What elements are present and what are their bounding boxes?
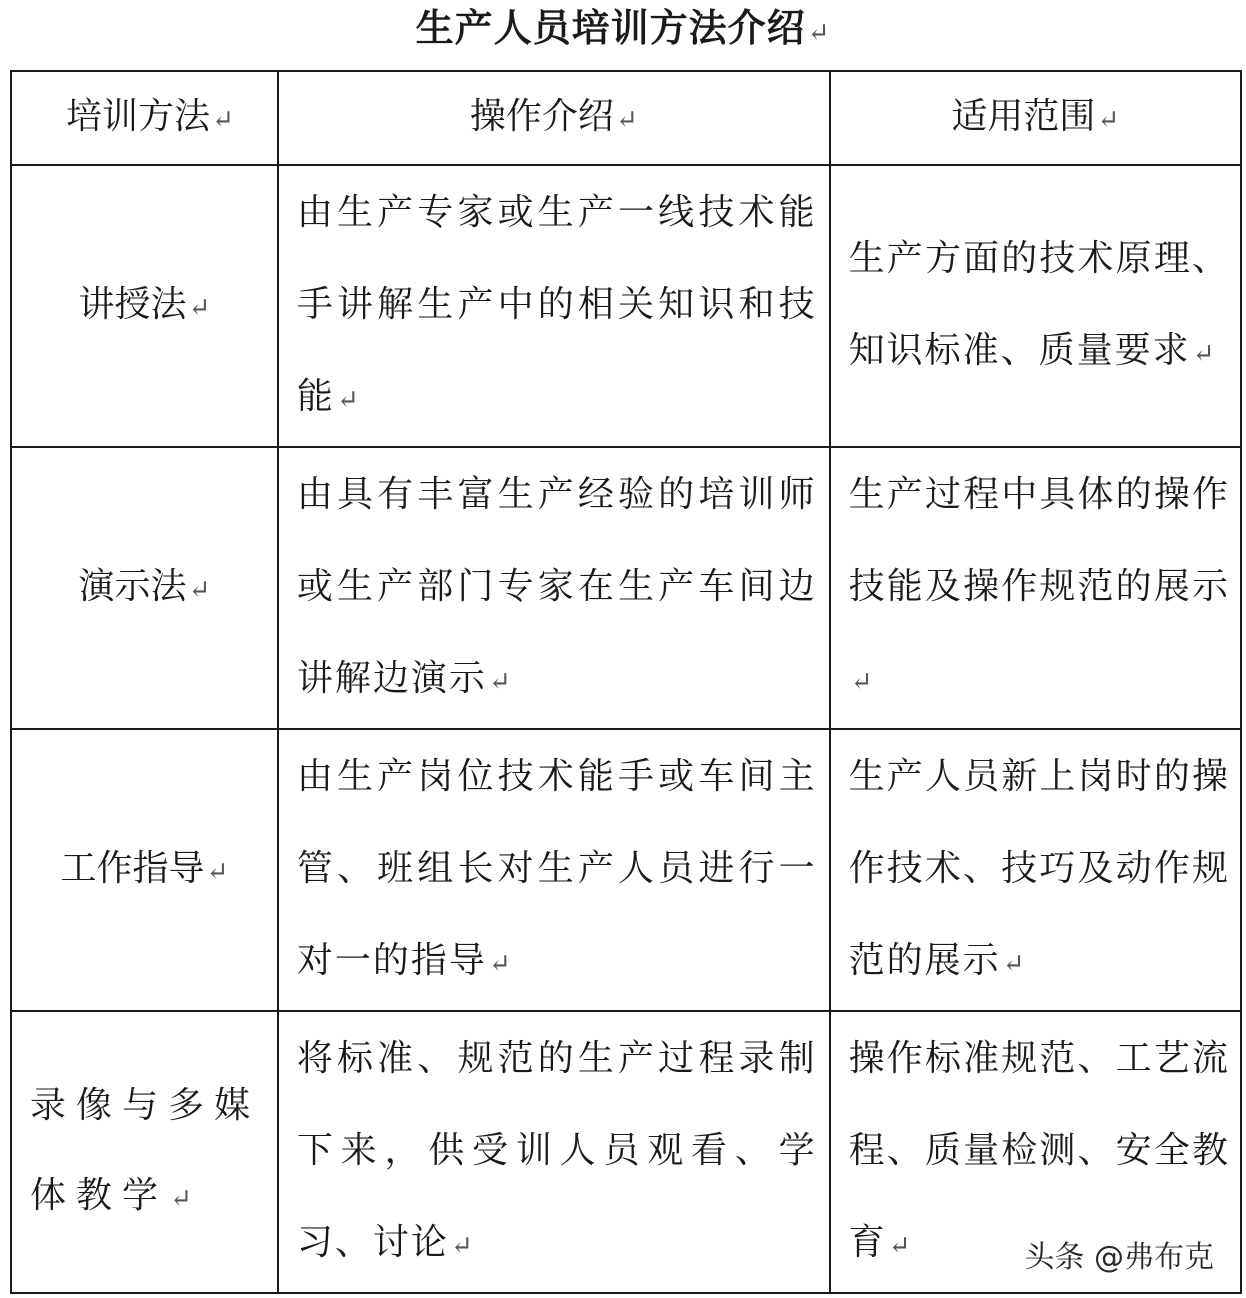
header-operation: 操作介绍↵	[278, 71, 830, 165]
table-row	[11, 447, 1241, 729]
paragraph-mark-icon: ↵	[206, 856, 229, 887]
training-methods-table	[10, 70, 1242, 1294]
operation-cell: 由具有丰富生产经验的培训师或生产部门专家在生产车间边讲解边演示↵	[278, 447, 830, 729]
paragraph-mark-icon: ↵	[1097, 104, 1120, 135]
method-cell: 讲授法↵	[11, 165, 278, 447]
watermark: 头条 @弗布克	[1020, 1232, 1218, 1276]
table-row	[11, 729, 1241, 1011]
method-cell: 工作指导↵	[11, 729, 278, 1011]
paragraph-mark-icon: ↵	[807, 18, 831, 48]
paragraph-mark-icon: ↵	[336, 384, 361, 415]
paragraph-mark-icon: ↵	[488, 948, 513, 979]
table-row	[11, 165, 1241, 447]
scope-cell: 生产方面的技术原理、知识标准、质量要求↵	[830, 165, 1241, 447]
paragraph-mark-icon: ↵	[850, 666, 875, 697]
paragraph-mark-icon: ↵	[188, 574, 211, 605]
scope-cell: 生产人员新上岗时的操作技术、技巧及动作规范的展示↵	[830, 729, 1241, 1011]
paragraph-mark-icon: ↵	[1002, 948, 1027, 979]
paragraph-mark-icon: ↵	[188, 292, 211, 323]
table-header-row	[11, 71, 1241, 165]
method-cell: 演示法↵	[11, 447, 278, 729]
operation-cell: 由生产专家或生产一线技术能手讲解生产中的相关知识和技能↵	[278, 165, 830, 447]
header-scope: 适用范围↵	[830, 71, 1241, 165]
method-cell: 录像与多媒体教学↵	[11, 1011, 278, 1293]
paragraph-mark-icon: ↵	[212, 104, 234, 135]
scope-cell: 操作标准规范、工艺流程、质量检测、安全教育↵	[830, 1011, 1241, 1293]
header-method: 培训方法↵	[11, 71, 278, 165]
paragraph-mark-icon: ↵	[488, 666, 513, 697]
operation-cell: 将标准、规范的生产过程录制下来，供受训人员观看、学习、讨论↵	[278, 1011, 830, 1293]
operation-cell: 由生产岗位技术能手或车间主管、班组长对生产人员进行一对一的指导↵	[278, 729, 830, 1011]
paragraph-mark-icon: ↵	[170, 1183, 202, 1214]
paragraph-mark-icon: ↵	[888, 1230, 913, 1261]
document-title: 生产人员培训方法介绍↵	[415, 5, 831, 50]
paragraph-mark-icon: ↵	[615, 104, 638, 135]
paragraph-mark-icon: ↵	[450, 1230, 475, 1261]
scope-cell: 生产过程中具体的操作技能及操作规范的展示↵	[830, 447, 1241, 729]
paragraph-mark-icon: ↵	[1192, 338, 1217, 369]
